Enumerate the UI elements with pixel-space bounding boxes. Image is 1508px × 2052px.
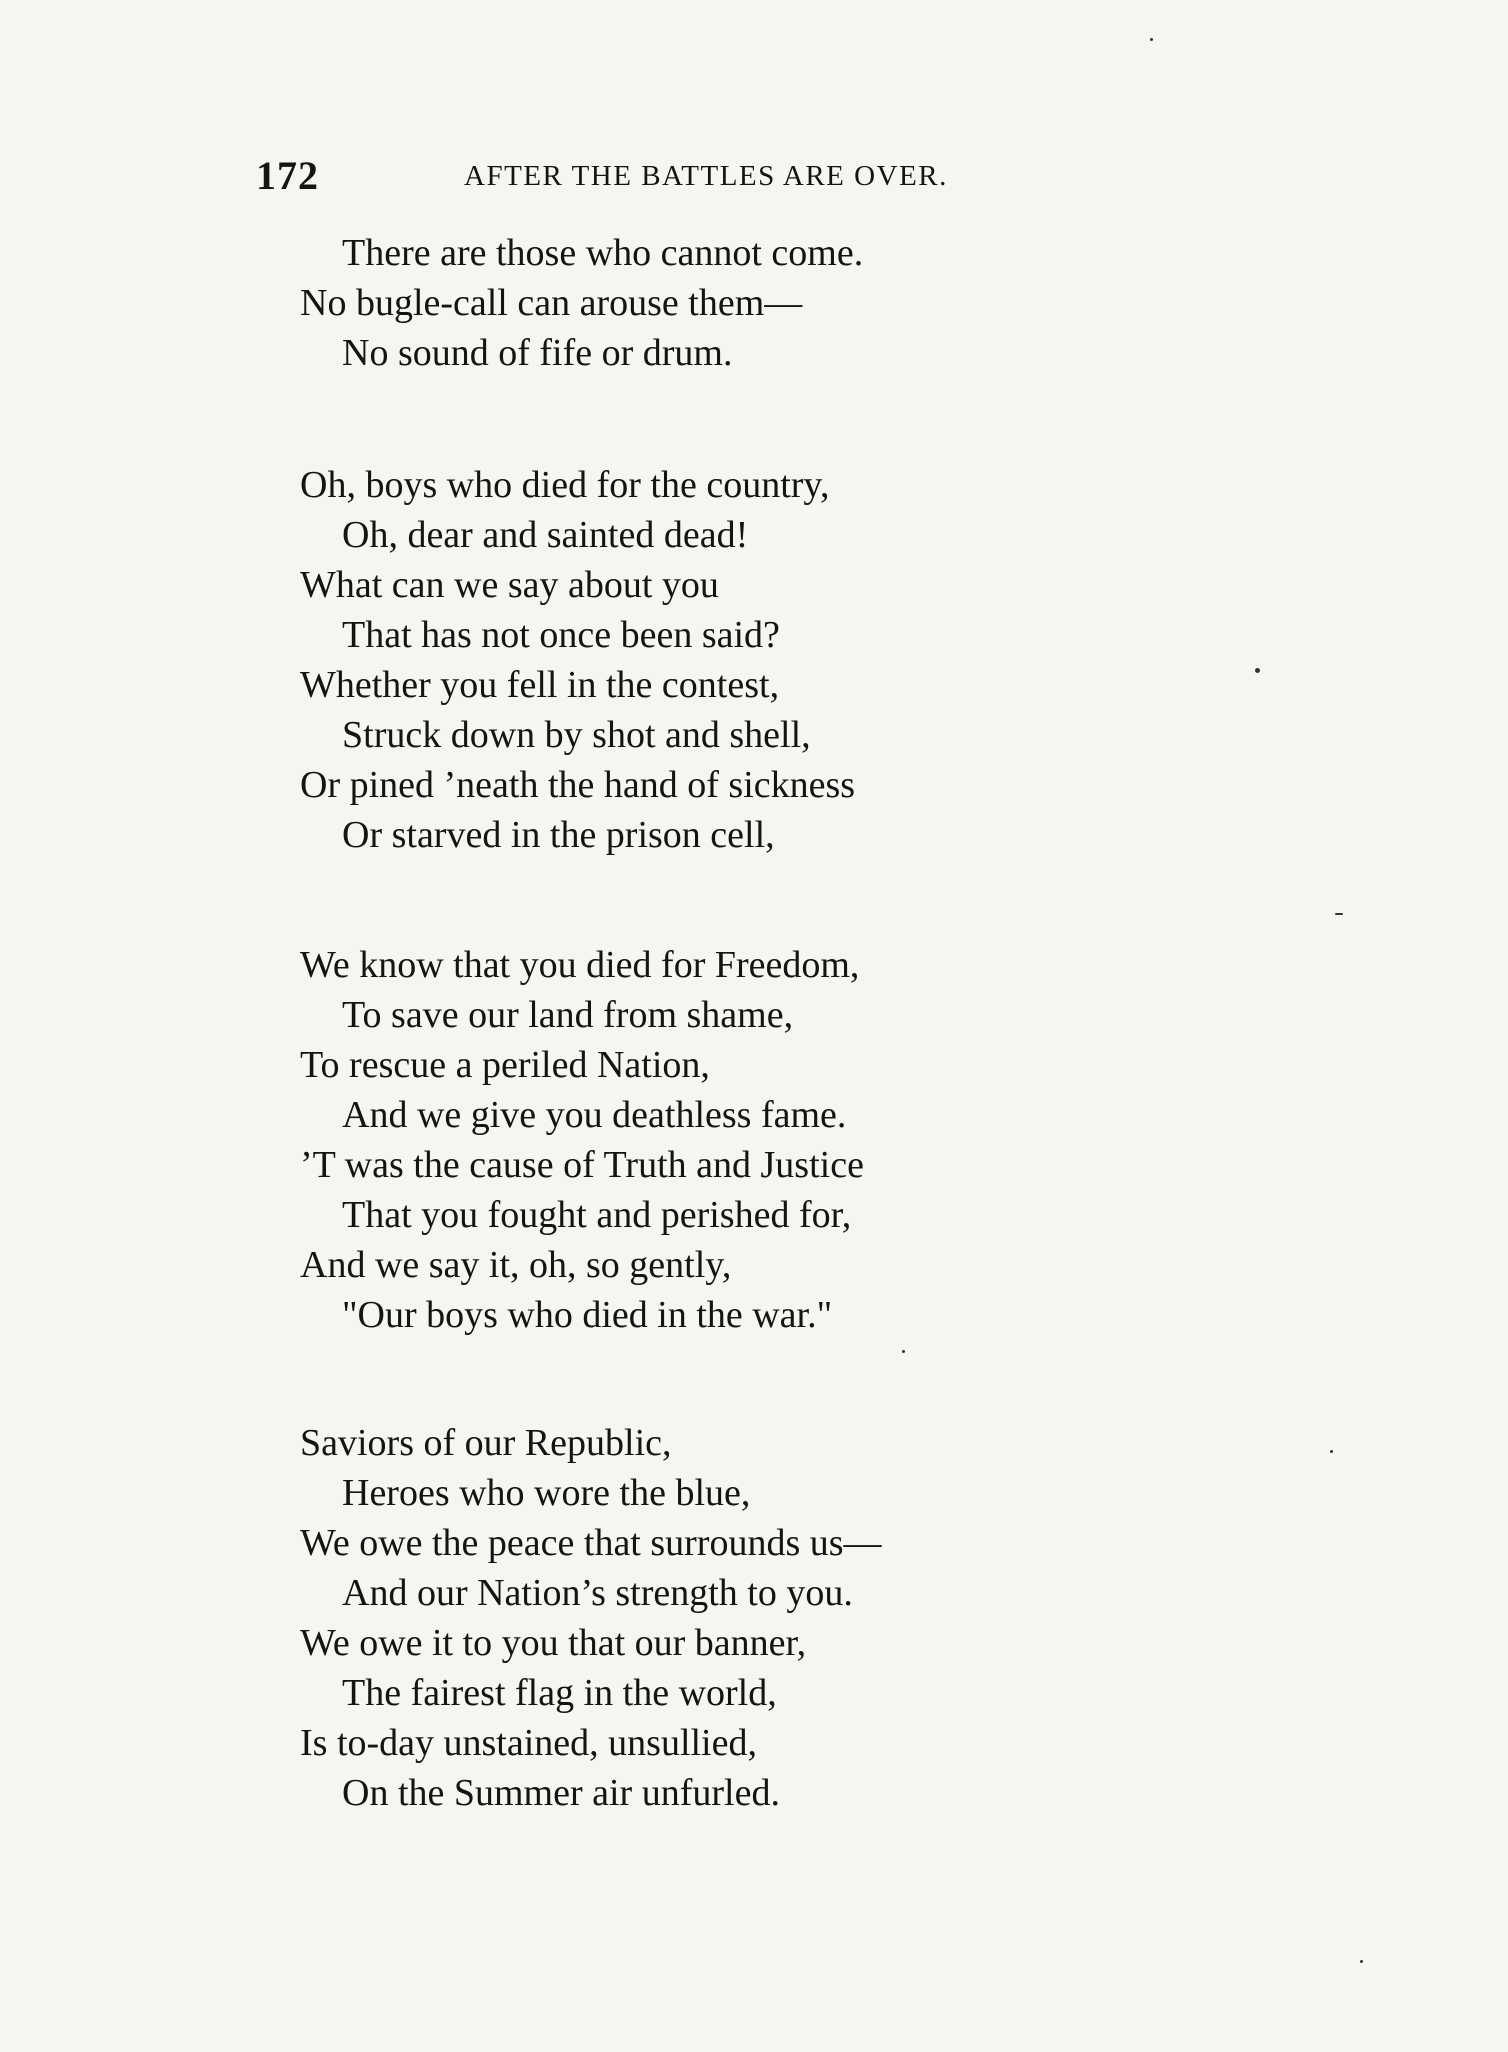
poem-line: Saviors of our Republic,	[300, 1422, 672, 1464]
poem-line: The fairest flag in the world,	[342, 1672, 777, 1714]
paper-speck	[1360, 1960, 1363, 1963]
page-number: 172	[256, 153, 319, 198]
poem-line: Or starved in the prison cell,	[342, 814, 775, 856]
poem-line: Is to-day unstained, unsullied,	[300, 1722, 757, 1764]
poem-line: ’T was the cause of Truth and Justice	[300, 1144, 864, 1186]
poem-line: Or pined ’neath the hand of sickness	[300, 764, 856, 806]
poem-line: We owe it to you that our banner,	[300, 1622, 807, 1664]
paper-speck	[902, 1350, 905, 1353]
page-header	[256, 152, 1056, 202]
poem-line: Oh, boys who died for the country,	[300, 464, 830, 506]
stanza-4	[300, 1418, 1200, 1818]
paper-speck	[1150, 38, 1153, 41]
poem-line: Struck down by shot and shell,	[342, 714, 811, 756]
poem-line: We know that you died for Freedom,	[300, 944, 860, 986]
paper-speck	[1335, 913, 1343, 915]
poem-line: And we give you deathless fame.	[342, 1094, 847, 1136]
poem-line: Whether you fell in the contest,	[300, 664, 780, 706]
poem-line: We owe the peace that surrounds us—	[300, 1522, 882, 1564]
poem-line: And our Nation’s strength to you.	[342, 1572, 853, 1614]
poem-line: To save our land from shame,	[342, 994, 794, 1036]
poem-line: What can we say about you	[300, 564, 719, 606]
poem-line: That has not once been said?	[342, 614, 780, 656]
poem-line: No bugle-call can arouse them—	[300, 282, 803, 324]
paper-speck	[1330, 1450, 1333, 1453]
poem-line: "Our boys who died in the war."	[342, 1294, 833, 1336]
poem-line: No sound of fife or drum.	[342, 332, 733, 374]
poem-line: There are those who cannot come.	[342, 232, 864, 274]
poem-line: On the Summer air unfurled.	[342, 1772, 780, 1814]
poem-line: Heroes who wore the blue,	[342, 1472, 751, 1514]
stanza-3	[300, 940, 1200, 1340]
stanza-2	[300, 460, 1200, 860]
stanza-1	[300, 228, 1200, 378]
poem-line: To rescue a periled Nation,	[300, 1044, 710, 1086]
poem-line: That you fought and perished for,	[342, 1194, 852, 1236]
paper-speck	[1255, 668, 1260, 673]
running-title: AFTER THE BATTLES ARE OVER.	[464, 160, 948, 192]
poem-line: And we say it, oh, so gently,	[300, 1244, 732, 1286]
poem-line: Oh, dear and sainted dead!	[342, 514, 749, 556]
